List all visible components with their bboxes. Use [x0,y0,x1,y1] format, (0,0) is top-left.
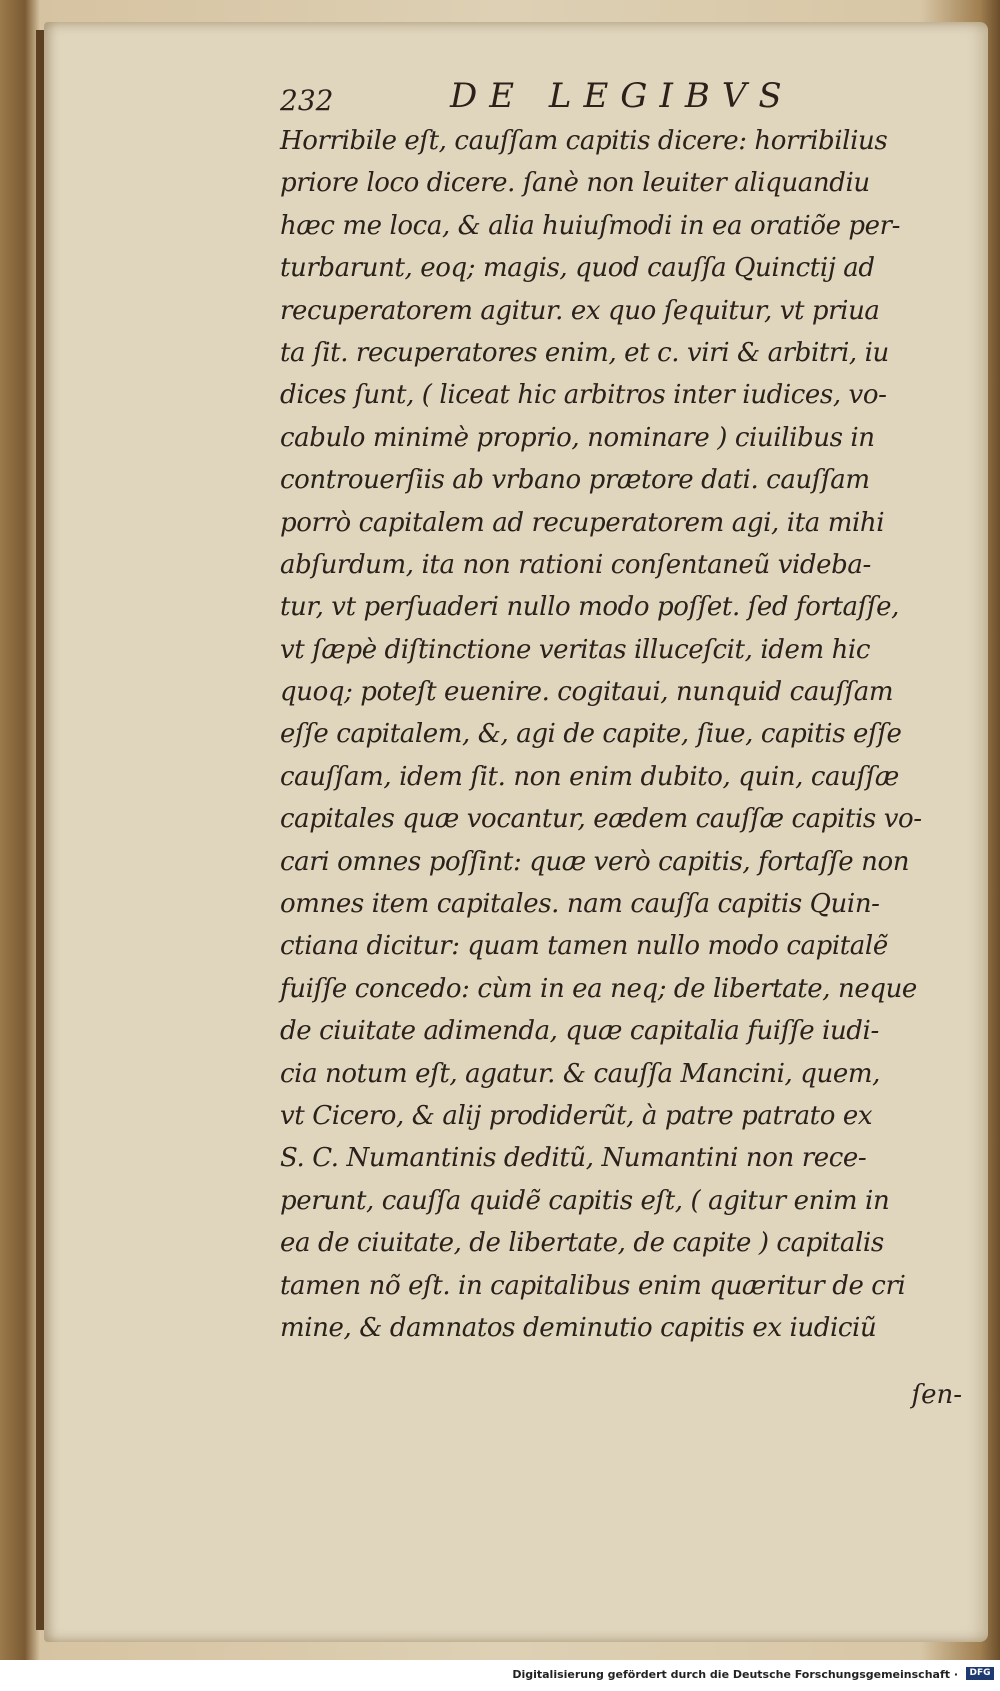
text-line: de ciuitate adimenda, quæ capitalia fuiſſe iudi- [280,1016,879,1047]
text-line: recuperatorem agitur. ex quo ſequitur, vt priua [280,295,880,326]
text-line: cia notum eſt, agatur. & cauſſa Mancini, quem, [280,1058,880,1089]
text-line: priore loco dicere. ſanè non leuiter aliquandiu [280,168,870,199]
funding-credit: Digitalisierung gefördert durch die Deutsche Forschungsgemeinschaft · [512,1668,958,1681]
text-line: vt Cicero, & alij prodiderũt, à patre patrato ex [280,1100,873,1131]
text-line: Horribile eſt, cauſſam capitis dicere: horribilius [280,126,888,156]
text-line: controuerſiis ab vrbano prætore dati. cauſſam [280,465,870,496]
text-line: hæc me loca, & alia huiuſmodi in ea oratiõe per- [280,210,901,241]
text-line: cauſſam, idem ſit. non enim dubito, quin, cauſſæ [280,761,899,792]
text-line: ea de ciuitate, de libertate, de capite ) capitalis [280,1228,884,1259]
text-line: porrò capitalem ad recuperatorem agi, ita mihi [280,507,885,538]
text-line: fuiſſe concedo: cùm in ea neq; de libertate, neque [280,973,917,1004]
text-line: cari omnes poſſint: quæ verò capitis, fortaſſe non [280,846,910,877]
text-line: eſſe capitalem, &, agi de capite, ſiue, capitis eſſe [280,719,902,750]
text-line: vt ſæpè diſtinctione veritas illuceſcit, idem hic [280,634,871,665]
text-line: S. C. Numantinis deditũ, Numantini non rece- [280,1143,867,1174]
text-line: tur, vt perſuaderi nullo modo poſſet. ſed fortaſſe, [280,592,899,623]
text-line: turbarunt, eoq; magis, quod cauſſa Quinctij ad [280,253,875,284]
text-line: cabulo minimè proprio, nominare ) ciuilibus in [280,422,875,453]
running-title: DE LEGIBVS [450,76,794,116]
running-head [280,72,840,122]
text-line: perunt, cauſſa quidẽ capitis eſt, ( agitur enim in [280,1185,890,1216]
text-line: ta ſit. recuperatores enim, et c. viri & arbitri, iu [280,337,889,368]
text-line: dices ſunt, ( liceat hic arbitros inter iudices, vo- [280,380,887,411]
page-number: 232 [280,84,334,117]
footer [0,1660,1000,1691]
text-line: abſurdum, ita non rationi conſentaneũ videba- [280,549,871,580]
text-line: tamen nõ eſt. in capitalibus enim quæritur de cri [280,1270,906,1301]
text-line: quoq; poteſt euenire. cogitaui, nunquid cauſſam [280,677,894,708]
dfg-logo: DFG [966,1667,994,1680]
text-line: capitales quæ vocantur, eædem cauſſæ capitis vo- [280,804,922,835]
catchword: ſen- [911,1380,962,1410]
text-line: omnes item capitales. nam cauſſa capitis Quin- [280,889,880,920]
text-line: ctiana dicitur: quam tamen nullo modo capitalẽ [280,931,888,962]
text-line: mine, & damnatos deminutio capitis ex iudiciũ [280,1312,877,1343]
body-text [280,120,960,1349]
